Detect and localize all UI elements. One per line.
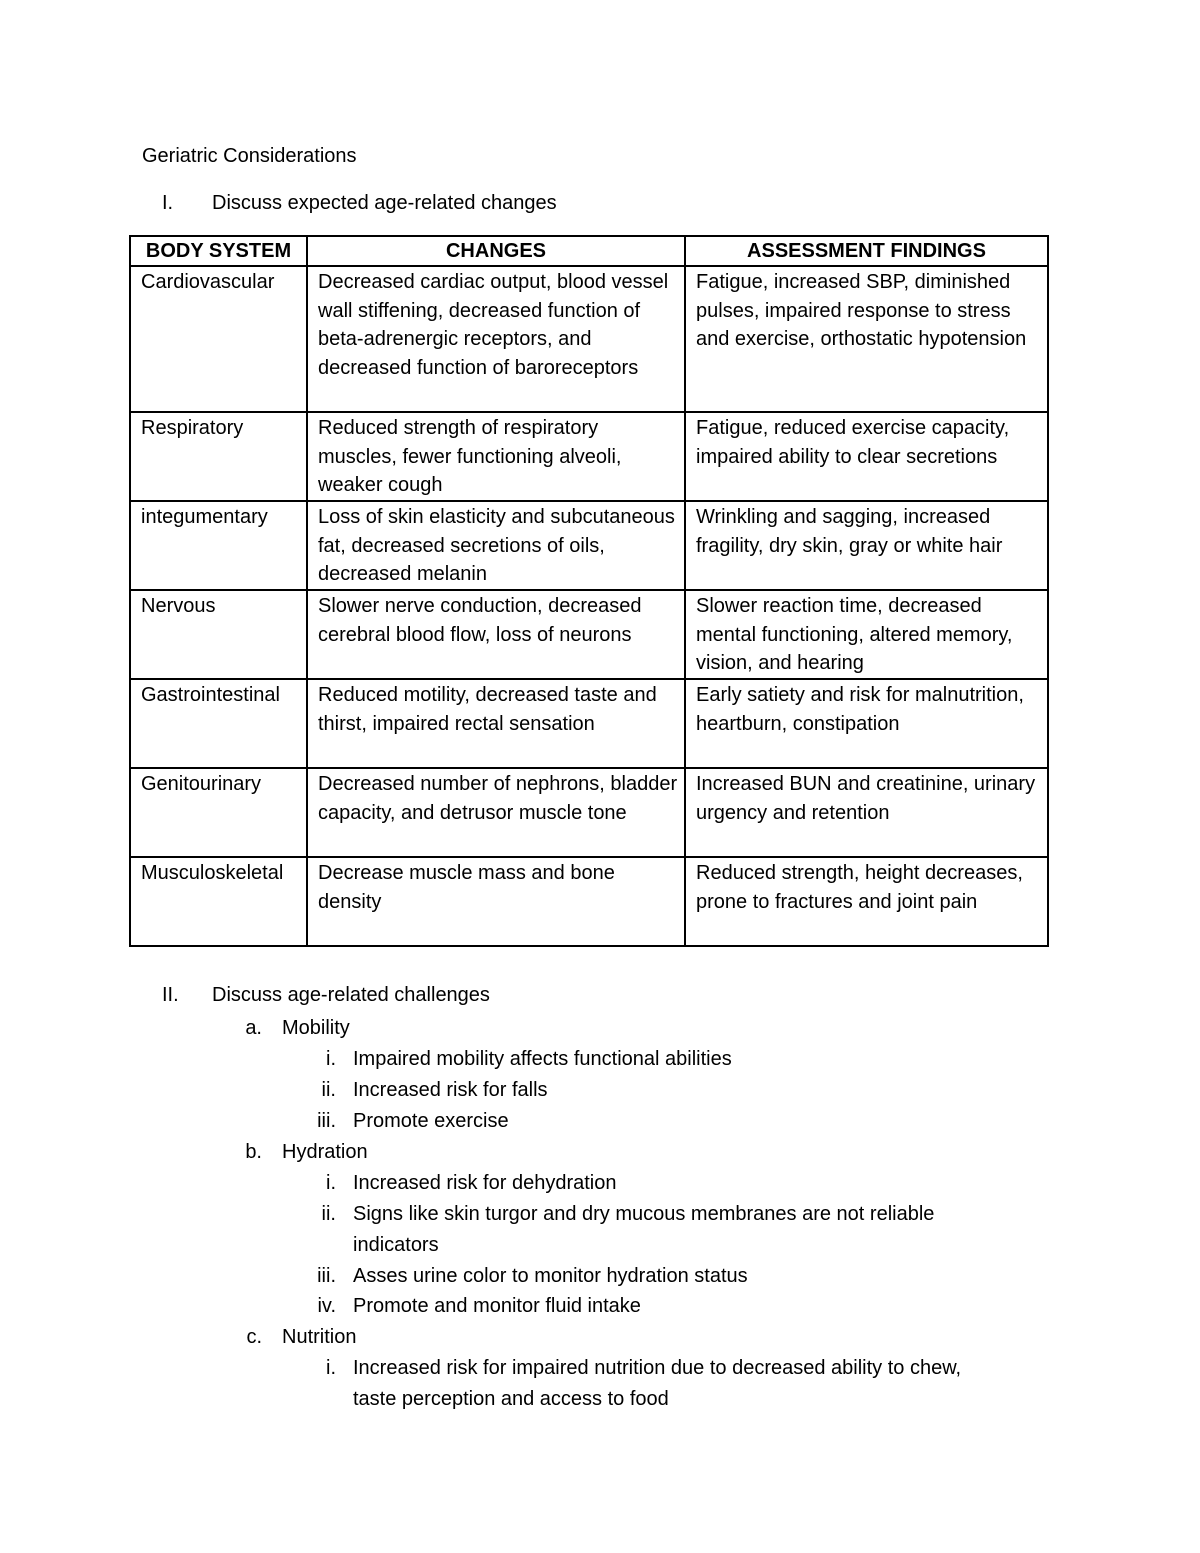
- section-2-numeral: II.: [162, 984, 179, 1006]
- cell-changes: Reduced motility, decreased taste and thirst, impaired rectal sensation: [307, 679, 685, 768]
- item-marker: ii.: [321, 1079, 336, 1101]
- table-row: [130, 679, 1048, 768]
- topic-label: Mobility: [282, 1017, 350, 1039]
- cell-changes: Loss of skin elasticity and subcutaneous fat, decreased secretions of oils, decreased melanin: [307, 501, 685, 590]
- item-text: Increased risk for dehydration: [353, 1172, 617, 1194]
- header-changes: CHANGES: [307, 236, 685, 266]
- item-text: Increased risk for falls: [353, 1079, 548, 1101]
- cell-system: Genitourinary: [130, 768, 307, 857]
- section-1-text: Discuss expected age-related changes: [212, 192, 557, 214]
- item-marker: iv.: [317, 1295, 336, 1317]
- table-row: [130, 501, 1048, 590]
- cell-system: integumentary: [130, 501, 307, 590]
- item-marker: i.: [326, 1357, 336, 1379]
- cell-findings: Wrinkling and sagging, increased fragility, dry skin, gray or white hair: [685, 501, 1048, 590]
- item-text: Promote and monitor fluid intake: [353, 1295, 641, 1317]
- item-text-continued: indicators: [353, 1234, 439, 1256]
- cell-system: Nervous: [130, 590, 307, 679]
- table-row: [130, 266, 1048, 412]
- table-row: [130, 768, 1048, 857]
- topic-label: Hydration: [282, 1141, 368, 1163]
- cell-changes: Decreased number of nephrons, bladder capacity, and detrusor muscle tone: [307, 768, 685, 857]
- cell-findings: Fatigue, increased SBP, diminished pulses, impaired response to stress and exercise, orthostatic hypotension: [685, 266, 1048, 412]
- header-body-system: BODY SYSTEM: [130, 236, 307, 266]
- cell-changes: Reduced strength of respiratory muscles, fewer functioning alveoli, weaker cough: [307, 412, 685, 501]
- cell-system: Cardiovascular: [130, 266, 307, 412]
- cell-system: Gastrointestinal: [130, 679, 307, 768]
- cell-changes: Slower nerve conduction, decreased cerebral blood flow, loss of neurons: [307, 590, 685, 679]
- item-text: Promote exercise: [353, 1110, 509, 1132]
- topic-marker: b.: [245, 1141, 262, 1163]
- topic-label: Nutrition: [282, 1326, 357, 1348]
- item-text: Increased risk for impaired nutrition due to decreased ability to chew,: [353, 1357, 962, 1379]
- item-text-continued: taste perception and access to food: [353, 1388, 669, 1410]
- cell-findings: Early satiety and risk for malnutrition, heartburn, constipation: [685, 679, 1048, 768]
- header-assessment-findings: ASSESSMENT FINDINGS: [685, 236, 1048, 266]
- age-related-changes-table: [129, 235, 1049, 947]
- item-marker: i.: [326, 1048, 336, 1070]
- cell-system: Musculoskeletal: [130, 857, 307, 946]
- cell-findings: Reduced strength, height decreases, prone to fractures and joint pain: [685, 857, 1048, 946]
- topic-marker: a.: [245, 1017, 262, 1039]
- item-marker: i.: [326, 1172, 336, 1194]
- table-row: [130, 590, 1048, 679]
- cell-findings: Increased BUN and creatinine, urinary urgency and retention: [685, 768, 1048, 857]
- item-text: Signs like skin turgor and dry mucous membranes are not reliable: [353, 1203, 935, 1225]
- item-marker: iii.: [317, 1265, 336, 1287]
- cell-changes: Decreased cardiac output, blood vessel wall stiffening, decreased function of beta-adrenergic receptors, and decreased function of baroreceptors: [307, 266, 685, 412]
- item-marker: iii.: [317, 1110, 336, 1132]
- cell-findings: Slower reaction time, decreased mental functioning, altered memory, vision, and hearing: [685, 590, 1048, 679]
- item-text: Impaired mobility affects functional abilities: [353, 1048, 732, 1070]
- table-row: [130, 857, 1048, 946]
- section-1-numeral: I.: [162, 192, 174, 214]
- cell-changes: Decrease muscle mass and bone density: [307, 857, 685, 946]
- cell-findings: Fatigue, reduced exercise capacity, impaired ability to clear secretions: [685, 412, 1048, 501]
- item-marker: ii.: [321, 1203, 336, 1225]
- cell-system: Respiratory: [130, 412, 307, 501]
- table-header-row: [130, 236, 1048, 266]
- topic-marker: c.: [246, 1326, 262, 1348]
- document-title: Geriatric Considerations: [142, 145, 357, 167]
- section-2-text: Discuss age-related challenges: [212, 984, 490, 1006]
- item-text: Asses urine color to monitor hydration status: [353, 1265, 748, 1287]
- table-row: [130, 412, 1048, 501]
